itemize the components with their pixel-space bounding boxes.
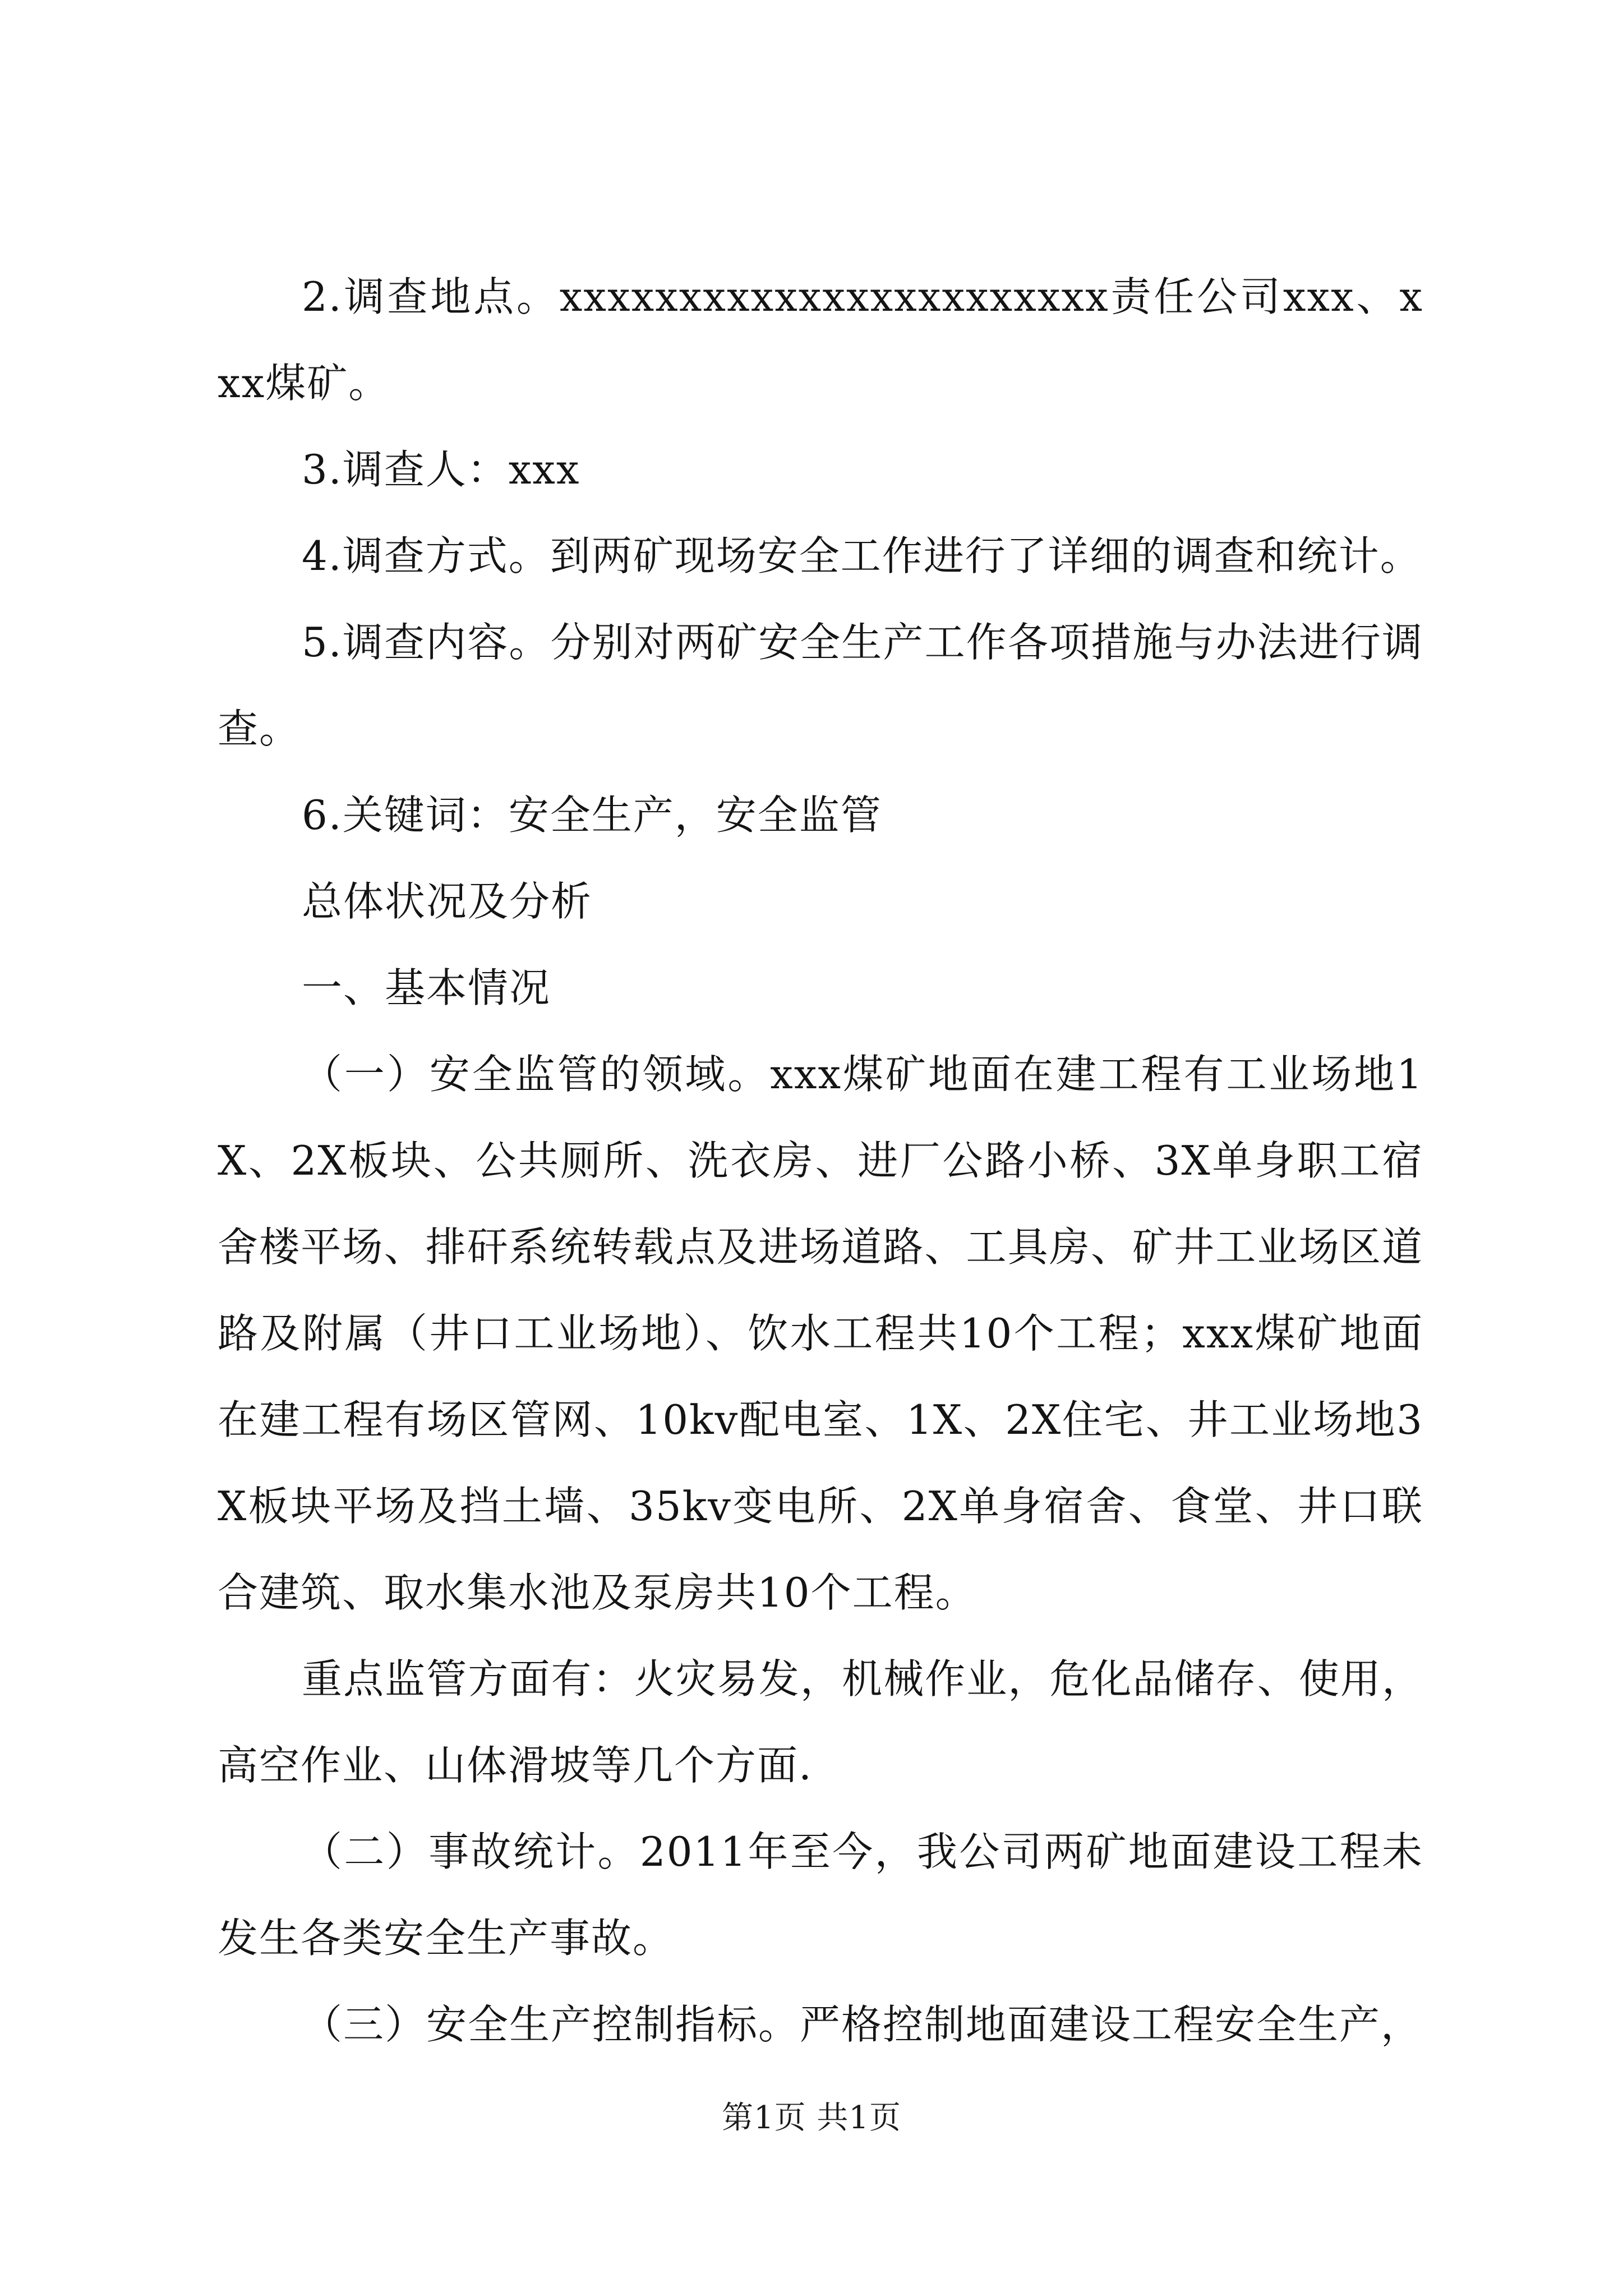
section-heading-basic-info: 一、基本情况 [302,964,551,1011]
page-footer: 第1页 共1页 [721,2100,902,2136]
paragraph-survey-location: 2.调查地点。xxxxxxxxxxxxxxxxxxxxxxx责任公司xxx、xxx煤矿。 [218,273,1423,407]
paragraph-keywords: 6.关键词：安全生产，安全监管 [302,792,882,839]
document-body [218,254,1423,2068]
paragraph-investigator: 3.调查人：xxx [302,446,580,493]
paragraph-key-supervision: 重点监管方面有：火灾易发，机械作业，危化品储存、使用，高空作业、山体滑坡等几个方面. [218,1655,1423,1789]
paragraph-supervision-scope: （一）安全监管的领域。xxx煤矿地面在建工程有工业场地1X、2X板块、公共厕所、洗衣房、进厂公路小桥、3X单身职工宿舍楼平场、排矸系统转载点及进场道路、工具房、矿井工业场区道路及附属（井口工业场地）、饮水工程共10个工程；xxx煤矿地面在建工程有场区管网、10kv配电室、1X、2X住宅、井工业场地3X板块平场及挡土墙、35kv变电所、2X单身宿舍、食堂、井口联合建筑、取水集水池及泵房共10个工程。 [218,1051,1423,1616]
paragraph-control-indicators: （三）安全生产控制指标。严格控制地面建设工程安全生产， [302,2001,1423,2048]
paragraph-survey-content: 5.调查内容。分别对两矿安全生产工作各项措施与办法进行调查。 [218,619,1423,752]
section-heading-overall: 总体状况及分析 [302,878,593,925]
paragraph-accident-stats: （二）事故统计。2011年至今，我公司两矿地面建设工程未发生各类安全生产事故。 [218,1828,1423,1962]
paragraph-survey-method: 4.调查方式。到两矿现场安全工作进行了详细的调查和统计。 [302,532,1422,579]
